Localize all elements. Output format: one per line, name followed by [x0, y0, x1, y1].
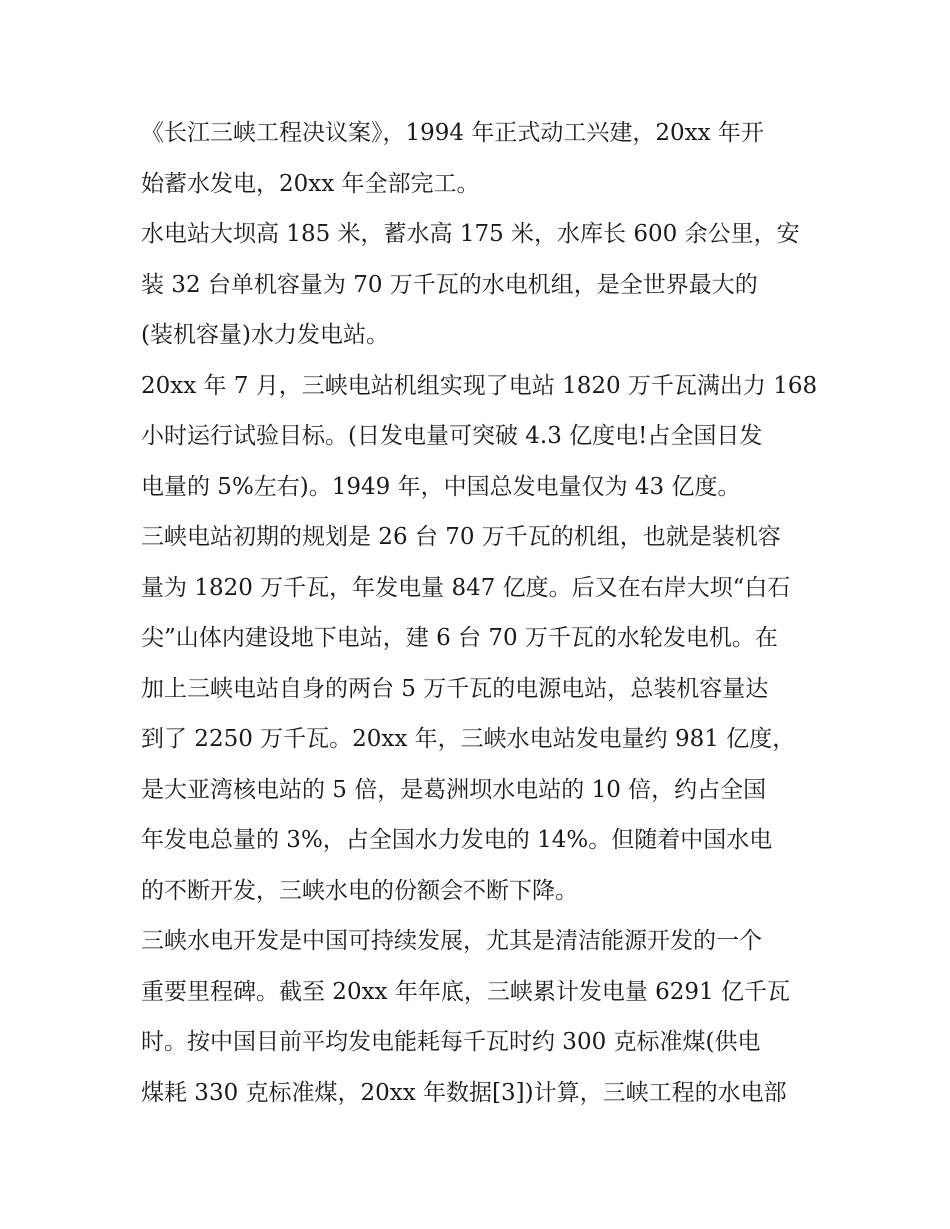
text-line: 三峡电站初期的规划是 26 台 70 万千瓦的机组，也就是装机容 [141, 524, 781, 550]
text-line: 到了 2250 万千瓦。20xx 年，三峡水电站发电量约 981 亿度， [141, 726, 796, 752]
text-line: 三峡水电开发是中国可持续发展，尤其是清洁能源开发的一个 [141, 928, 762, 954]
text-line: 是大亚湾核电站的 5 倍，是葛洲坝水电站的 10 倍，约占全国 [141, 776, 767, 803]
text-line: 尖”山体内建设地下电站，建 6 台 70 万千瓦的水轮发电机。在 [141, 625, 778, 651]
text-line: 装 32 台单机容量为 70 万千瓦的水电机组，是全世界最大的 [141, 271, 758, 298]
text-line: 电量的 5%左右)。1949 年，中国总发电量仅为 43 亿度。 [141, 473, 741, 500]
text-line: 煤耗 330 克标准煤，20xx 年数据[3])计算，三峡工程的水电部 [141, 1079, 787, 1106]
text-line: (装机容量)水力发电站。 [141, 322, 389, 348]
text-line: 《长江三峡工程决议案》，1994 年正式动工兴建，20xx 年开 [141, 120, 764, 146]
text-line: 时。按中国目前平均发电能耗每千瓦时约 300 克标准煤(供电 [141, 1029, 761, 1055]
text-line: 小时运行试验目标。(日发电量可突破 4.3 亿度电!占全国日发 [141, 423, 763, 449]
text-line: 20xx 年 7 月，三峡电站机组实现了电站 1820 万千瓦满出力 168 [141, 372, 818, 399]
text-line: 水电站大坝高 185 米，蓄水高 175 米，水库长 600 余公里，安 [141, 221, 800, 247]
text-line: 加上三峡电站自身的两台 5 万千瓦的电源电站，总装机容量达 [141, 675, 769, 702]
document-body [141, 108, 821, 1118]
text-line: 年发电总量的 3%，占全国水力发电的 14%。但随着中国水电 [141, 827, 773, 853]
text-line: 的不断开发，三峡水电的份额会不断下降。 [141, 877, 578, 904]
text-line: 量为 1820 万千瓦，年发电量 847 亿度。后又在右岸大坝“白石 [141, 574, 791, 601]
text-line: 始蓄水发电，20xx 年全部完工。 [141, 170, 480, 197]
text-line: 重要里程碑。截至 20xx 年年底，三峡累计发电量 6291 亿千瓦 [141, 978, 790, 1005]
